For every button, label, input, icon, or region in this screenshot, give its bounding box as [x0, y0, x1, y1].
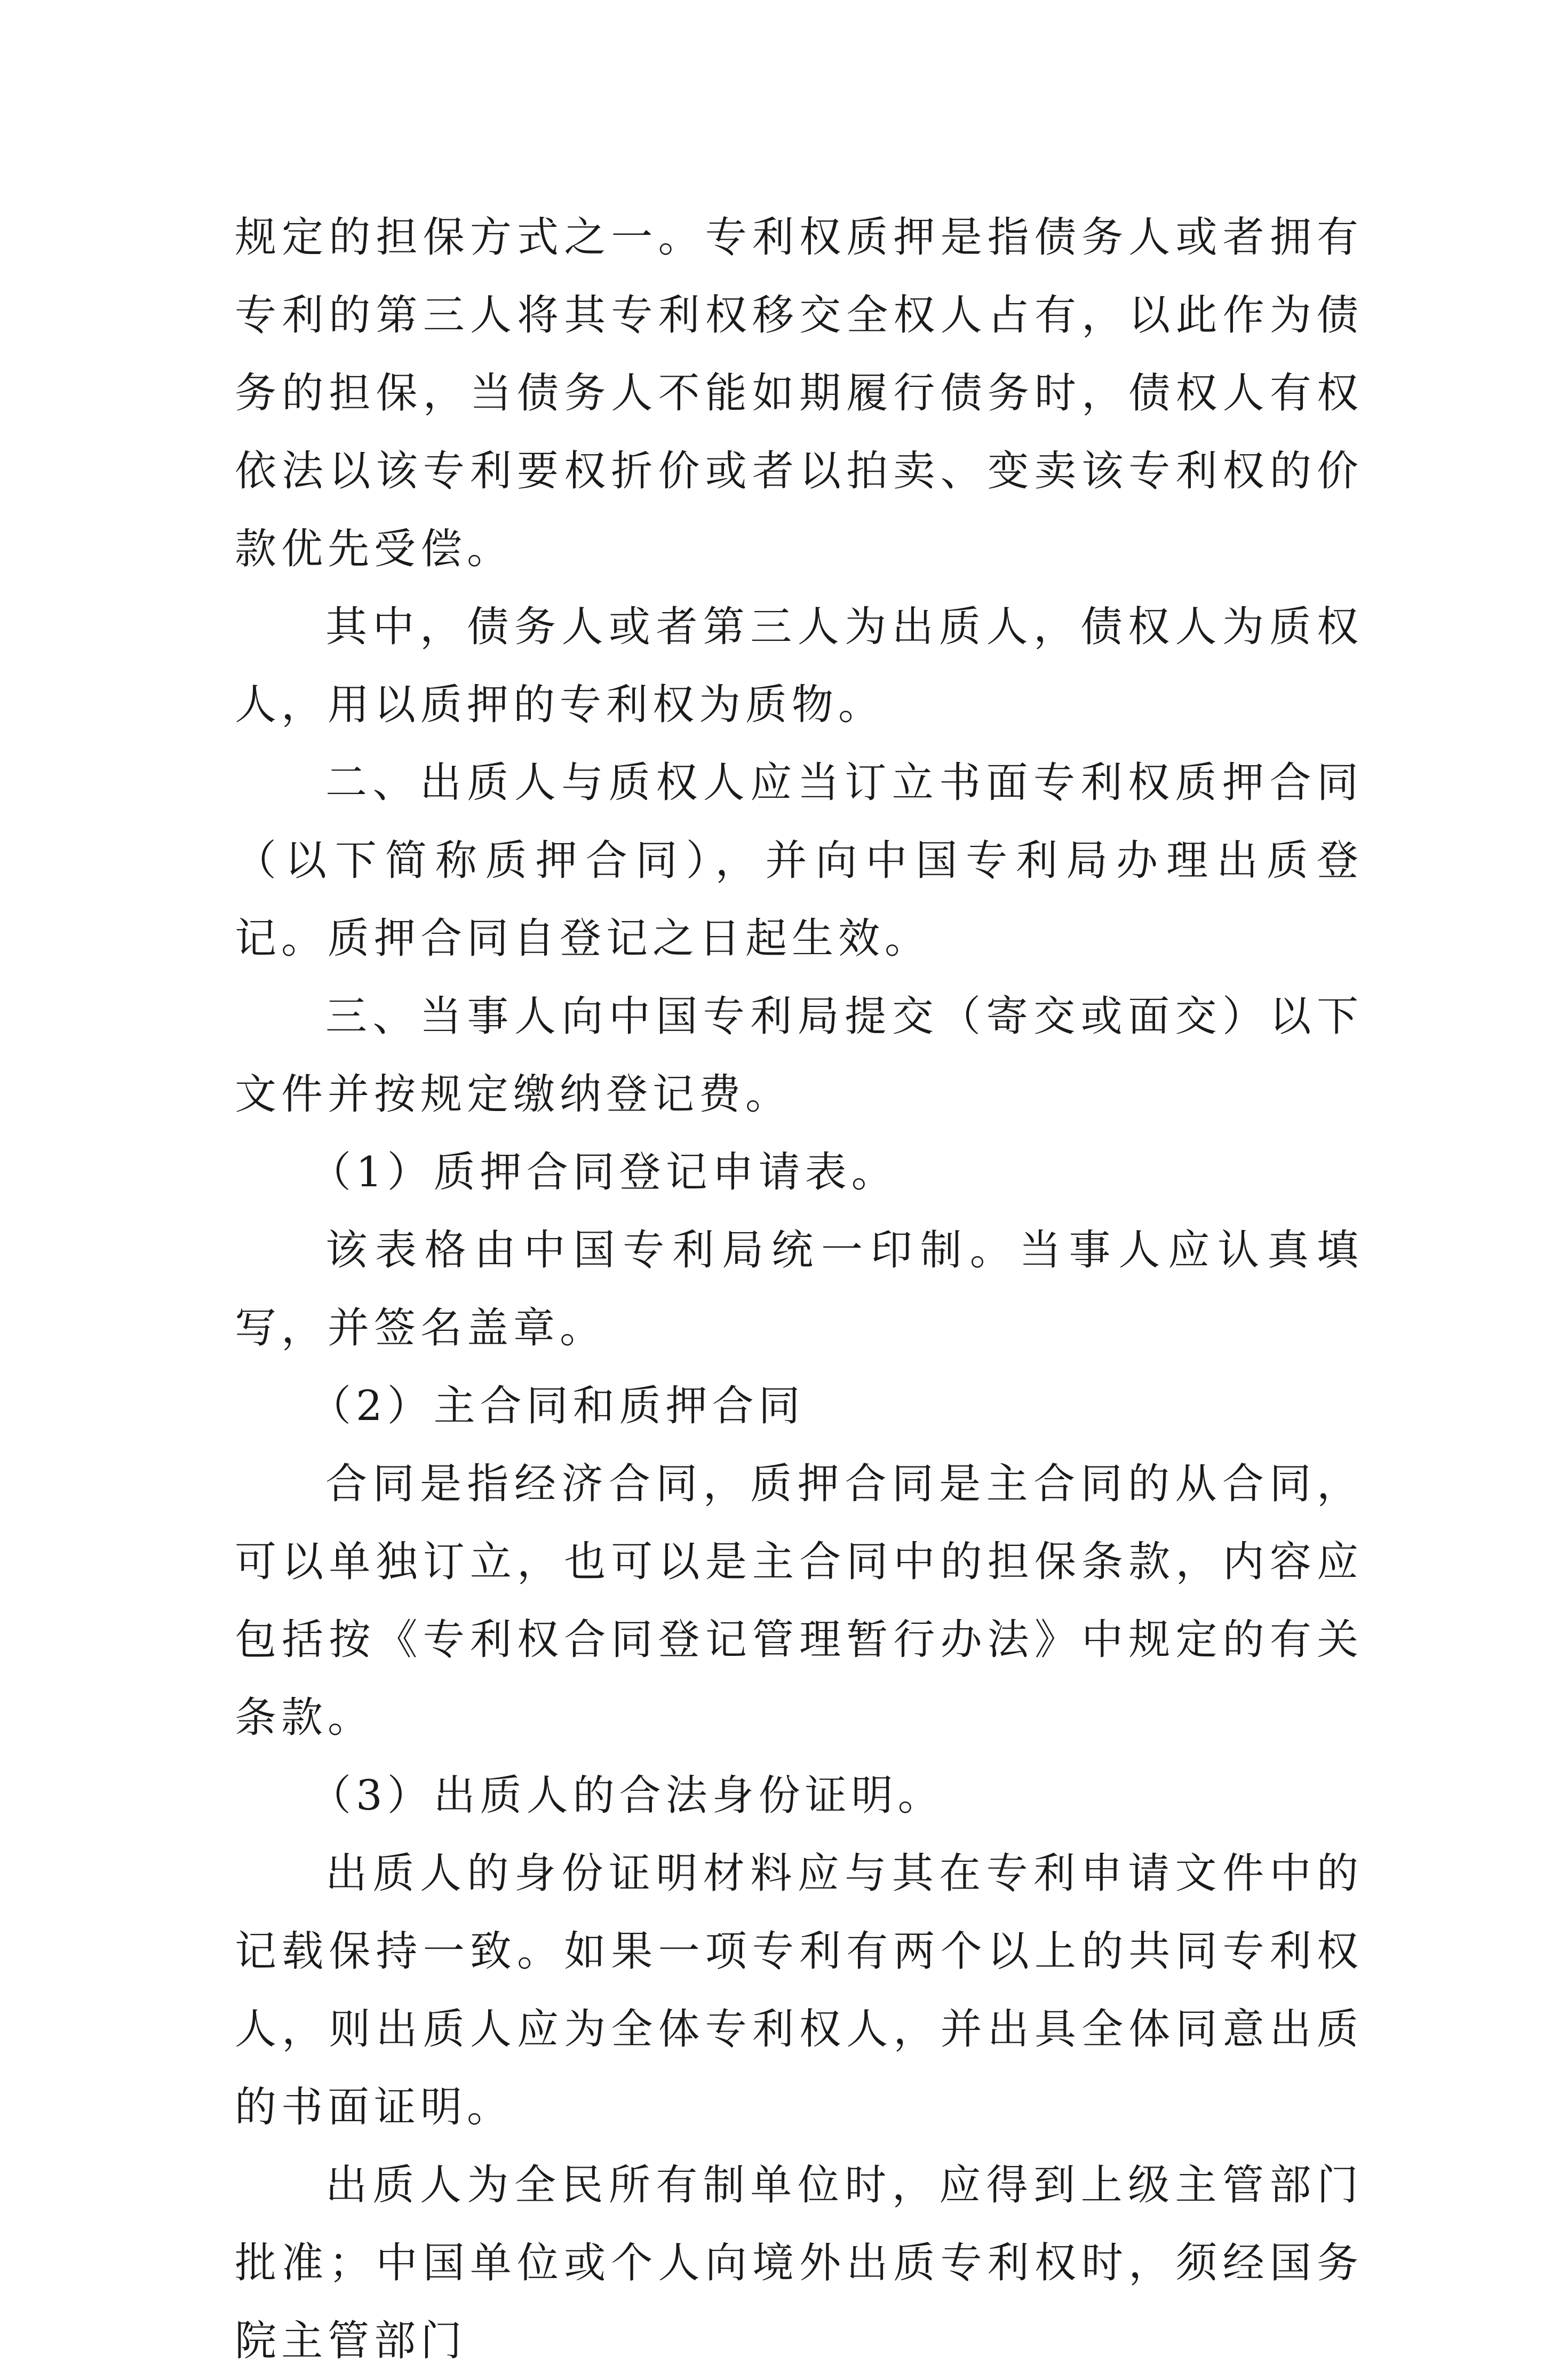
paragraph-section-three: 三、当事人向中国专利局提交（寄交或面交）以下文件并按规定缴纳登记费。	[235, 993, 1363, 1118]
paragraph-parties: 其中，债务人或者第三人为出质人，债权人为质权人，用以质押的专利权为质物。	[235, 603, 1363, 729]
list-item-2-heading: （2）主合同和质押合同	[309, 1382, 805, 1430]
paragraph-contract-description: 合同是指经济合同，质押合同是主合同的从合同，可以单独订立，也可以是主合同中的担保条款，内容应包括按《专利权合同登记管理暂行办法》中规定的有关条款。	[235, 1460, 1363, 1742]
paragraph-approval: 出质人为全民所有制单位时，应得到上级主管部门批准；中国单位或个人向境外出质专利权时，须经国务院主管部门	[235, 2161, 1363, 2365]
list-item-1-heading: （1）质押合同登记申请表。	[309, 1148, 898, 1196]
paragraph-identity-proof: 出质人的身份证明材料应与其在专利申请文件中的记载保持一致。如果一项专利有两个以上的共同专利权人，则出质人应为全体专利权人，并出具全体同意出质的书面证明。	[235, 1850, 1363, 2131]
paragraph-guarantee-definition: 规定的担保方式之一。专利权质押是指债务人或者拥有专利的第三人将其专利权移交全权人占有，以此作为债务的担保，当债务人不能如期履行债务时，债权人有权依法以该专利要权折价或者以拍卖、变卖该专利权的价款优先受偿。	[235, 213, 1363, 573]
list-item-3-heading: （3）出质人的合法身份证明。	[309, 1772, 944, 1820]
document-body	[235, 199, 1363, 2380]
paragraph-section-two: 二、出质人与质权人应当订立书面专利权质押合同（以下简称质押合同），并向中国专利局办理出质登记。质押合同自登记之日起生效。	[235, 759, 1363, 963]
paragraph-form-description: 该表格由中国专利局统一印制。当事人应认真填写，并签名盖章。	[235, 1226, 1363, 1352]
